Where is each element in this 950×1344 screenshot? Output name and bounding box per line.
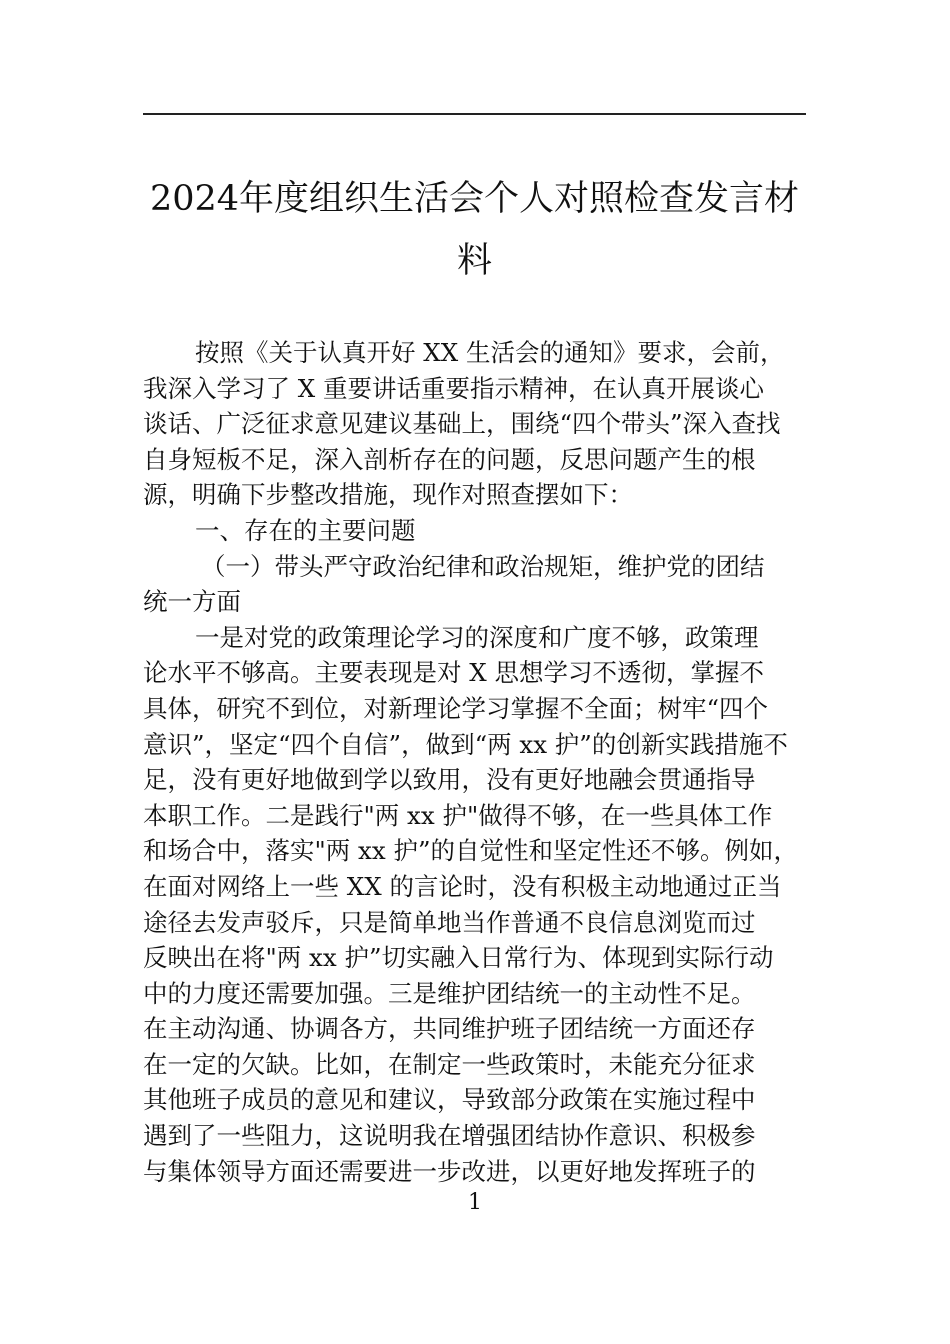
problem-paragraph — [143, 620, 806, 1190]
text-line: 一、存在的主要问题 — [195, 515, 416, 545]
title-line: 料 — [456, 241, 492, 281]
text-line: 源，明确下步整改措施，现作对照查摆如下： — [143, 480, 633, 510]
text-line: 足，没有更好地做到学以致用，没有更好地融会贯通指导 — [143, 765, 756, 795]
title-line: 2024年度组织生活会个人对照检查发言材 — [149, 179, 800, 219]
text-line: 反映出在将"两 xx 护”切实融入日常行为、体现到实际行动 — [143, 943, 774, 973]
text-line: 其他班子成员的意见和建议，导致部分政策在实施过程中 — [143, 1085, 756, 1115]
text-line: 谈话、广泛征求意见建议基础上，围绕“四个带头”深入查找 — [143, 409, 781, 439]
text-line: 自身短板不足，深入剖析存在的问题，反思问题产生的根 — [143, 444, 756, 474]
document-body — [143, 335, 806, 1189]
text-line: 具体，研究不到位，对新理论学习掌握不全面；树牢“四个 — [143, 693, 769, 723]
text-line: 途径去发声驳斥，只是简单地当作普通不良信息浏览而过 — [143, 907, 756, 937]
text-line: 统一方面 — [143, 587, 241, 617]
section-heading — [143, 513, 806, 549]
header-rule — [143, 113, 806, 115]
intro-paragraph — [143, 335, 806, 513]
text-line: 意识”，坚定“四个自信”，做到“两 xx 护”的创新实践措施不 — [143, 729, 788, 759]
text-line: 遇到了一些阻力，这说明我在增强团结协作意识、积极参 — [143, 1121, 756, 1151]
text-line: 本职工作。二是践行"两 xx 护"做得不够，在一些具体工作 — [143, 800, 773, 830]
document-title — [143, 168, 806, 292]
subsection-heading — [143, 549, 806, 620]
text-line: 按照《关于认真开好 XX 生活会的通知》要求，会前， — [195, 338, 785, 367]
text-line: （一）带头严守政治纪律和政治规矩，维护党的团结 — [201, 551, 765, 581]
text-line: 和场合中，落实"两 xx 护”的自觉性和坚定性还不够。例如， — [143, 836, 799, 866]
page-number: 1 — [468, 1190, 482, 1215]
text-line: 论水平不够高。主要表现是对 X 思想学习不透彻，掌握不 — [143, 658, 765, 688]
text-line: 在面对网络上一些 XX 的言论时，没有积极主动地通过正当 — [143, 871, 782, 901]
text-line: 中的力度还需要加强。三是维护团结统一的主动性不足。 — [143, 978, 756, 1008]
text-line: 在主动沟通、协调各方，共同维护班子团结统一方面还存 — [143, 1014, 756, 1044]
text-line: 我深入学习了 X 重要讲话重要指示精神，在认真开展谈心 — [143, 373, 765, 403]
text-line: 一是对党的政策理论学习的深度和广度不够，政策理 — [195, 622, 759, 652]
text-line: 在一定的欠缺。比如，在制定一些政策时，未能充分征求 — [143, 1049, 756, 1079]
text-line: 与集体领导方面还需要进一步改进，以更好地发挥班子的 — [143, 1156, 756, 1186]
